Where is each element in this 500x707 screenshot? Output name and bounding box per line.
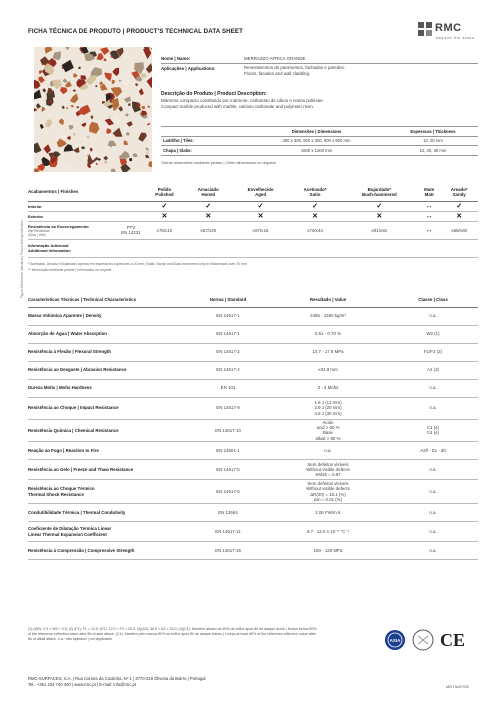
terrazzo-chip bbox=[112, 114, 119, 123]
terrazzo-chip bbox=[45, 47, 53, 54]
table-row: Resistência ao Desgaste | Abrasion Resistance EN 14617-4 ≤34.8 mm A2 (3) bbox=[28, 361, 478, 379]
terrazzo-chip bbox=[78, 105, 91, 115]
terrazzo-chip bbox=[73, 89, 76, 91]
table-row: Absorção de Água | Water Absorption EN 14617-1 0.51 - 0.70 % W2 (1) bbox=[28, 325, 478, 343]
table-row: Resistência Química | Chemical Resistance EN 14617-10 Ácido acid > 60 % Base alkali > 80 % C1 (4) C4 (4) bbox=[28, 419, 478, 442]
table-row: Massa Volúmica Aparente | Density EN 14617-1 2455 - 2490 kg/m³ n.a. bbox=[28, 307, 478, 325]
terrazzo-chip bbox=[112, 80, 115, 84]
terrazzo-chip bbox=[139, 88, 144, 95]
table-row: Informação Adicional Additional Information bbox=[28, 239, 478, 257]
ce-mark-icon: CE bbox=[440, 630, 466, 650]
terrazzo-chip bbox=[42, 106, 46, 111]
terrazzo-chip bbox=[53, 51, 61, 60]
terrazzo-chip bbox=[148, 161, 152, 167]
terrazzo-chip bbox=[43, 144, 51, 153]
name-label: Nome | Name: bbox=[161, 56, 191, 61]
terrazzo-chip bbox=[132, 153, 137, 157]
terrazzo-chip bbox=[70, 105, 74, 108]
terrazzo-chip bbox=[73, 147, 80, 153]
terrazzo-chip bbox=[97, 53, 104, 60]
terrazzo-chip bbox=[50, 167, 53, 170]
terrazzo-chip bbox=[61, 133, 67, 139]
terrazzo-chip bbox=[34, 108, 38, 112]
terrazzo-chip bbox=[78, 67, 80, 70]
logo-tagline: beyond the stone bbox=[436, 36, 475, 40]
terrazzo-chip bbox=[59, 118, 64, 125]
photo-caption: Figura Meramente Indicativa | Picture Merely Indicative bbox=[20, 220, 24, 298]
applications-line-1: Revestimentos de pavimentos, fachadas e paredes. bbox=[244, 65, 346, 70]
terrazzo-chip bbox=[40, 124, 44, 129]
footnote: (1) (W2): 2.0 > W2 > 0.5; (2) (F1): F1 > 12.0; (F2): 12.0 > F2 > 25.0; (3)(A2): 36.5 > A2 > 33.0; (4)(C1): Mantém abaixo de 60% de brilho após 8h de ataque ácido | Keeps below 60% of the reference reflection value after 8h of acid attack. (C4): Mantém pelo menos 80% do brilho após 8h de ataque básico | Keeps at least 80% of the reference reflection value after 8h of alkali attack. n.a.: não aplicável | not applicable bbox=[28, 627, 317, 641]
finishes-note-2: ** Informação mediante pedido | Information on request bbox=[28, 268, 112, 272]
terrazzo-chip bbox=[42, 88, 46, 93]
terrazzo-chip bbox=[135, 83, 138, 86]
terrazzo-chip bbox=[66, 107, 68, 109]
terrazzo-chip bbox=[81, 123, 86, 128]
rmc-logo bbox=[418, 20, 478, 46]
terrazzo-chip bbox=[113, 128, 123, 137]
terrazzo-chip bbox=[104, 161, 107, 165]
terrazzo-chip bbox=[69, 125, 74, 130]
terrazzo-chip bbox=[109, 116, 111, 118]
terrazzo-chip bbox=[104, 73, 112, 82]
dimensions-table: Dimensões | Dimensions Espessura | Thickness Ladrilho | Tiles: 300 x 300, 600 x 300, 600 x 600 mm 12, 20 mm Chapa | Slabs: 1600 x 1200 mm 12, 20, 30 mm bbox=[161, 126, 478, 156]
finishes-table: Acabamentos | Finishes Polido Polished Amaciado Honed Envelhecido Aged Acetinado* Satin Bujardado* Bush-hammered Mate Matt Areado* Sandy Interior ✓ ✓ ✓ ✓ ✓ ↔ ✓ Exterior ✕ ✕ ✕ ✕ ✕ ↔ ✕ Resistência ao Escorregamento Slip Resistance (Seco | Wet) PTV EN 14231 ≤75/≤10 ≤67/≥20 ≤67/≥15 ≤70/≤44 ≤91/≥81 ↔ ≤68/≤60 Informação Adicional Additional Information bbox=[28, 183, 478, 258]
terrazzo-chip bbox=[81, 75, 87, 79]
terrazzo-chip bbox=[95, 85, 97, 87]
table-row: Reação ao Fogo | Reaction to Fire EN 13501-1 n.a. A2fl - S1 - d0 bbox=[28, 442, 478, 460]
terrazzo-chip bbox=[34, 143, 42, 154]
table-row: Chapa | Slabs: 1600 x 1200 mm 12, 20, 30 mm bbox=[161, 146, 478, 156]
terrazzo-chip bbox=[146, 63, 152, 73]
terrazzo-chip bbox=[146, 151, 149, 154]
table-row: Ladrilho | Tiles: 300 x 300, 600 x 300, 600 x 600 mm 12, 20 mm bbox=[161, 136, 478, 146]
terrazzo-chip bbox=[128, 103, 131, 106]
logo-mark-icon bbox=[418, 22, 432, 36]
svg-text:ASIA: ASIA bbox=[389, 637, 401, 643]
table-row: Exterior ✕ ✕ ✕ ✕ ✕ ↔ ✕ bbox=[28, 211, 478, 221]
terrazzo-chip bbox=[45, 119, 52, 127]
terrazzo-chip bbox=[70, 93, 79, 103]
terrazzo-chip bbox=[124, 140, 128, 145]
terrazzo-chip bbox=[151, 48, 152, 50]
dimensions-note: Outras dimensões mediante pedido | Other dimensions on request. bbox=[161, 160, 277, 165]
table-row: Resistência à Flexão | Flexural Strength EN 14617-2 10.7 - 17.8 MPa F1/F2 (2) bbox=[28, 343, 478, 361]
terrazzo-chip bbox=[76, 106, 79, 108]
terrazzo-chip bbox=[124, 96, 131, 102]
document-title: FICHA TÉCNICA DE PRODUTO | PRODUCT'S TECHNICAL DATA SHEET bbox=[28, 28, 244, 35]
table-row: Resistência ao Choque | Impact Resistance EN 14617-9 1.6 J (12 mm) 2.9 J (20 mm) 4.6 J (30 mm) n.a. bbox=[28, 397, 478, 419]
table-row: Resistência ao Choque Térmico Thermal Shock Resistance EN 14617-6 Sem defeitos visíveis Without visible defects ΔR(20) = 18.1 (%) Δm = 0.01 (%) n.a. bbox=[28, 480, 478, 504]
table-row: Dureza Mohs | Mohs Hardness EN 101 3 - 4 Mohs n.a. bbox=[28, 379, 478, 397]
applications-line-2: Floors, facades and wall cladding. bbox=[244, 71, 311, 76]
technical-table: Características Técnicas | Technical Characteristics Norma | Standard Resultado | Value Classe | Class Massa Volúmica Aparente | Density EN 14617-1 2455 - 2490 kg/m³ n.a. Absorção de Água | Water Absorption EN 14617-1 0.51 - 0.70 % W2 (1) Resistência à Flexão | Flexural Strength EN 14617-2 10.7 - 17.8 MPa F1/F2 (2) Resistência ao Desgaste | Abrasion Resistance EN 14617-4 ≤34.8 mm A2 (3) Dureza Mohs | Mohs Hardness EN 101 3 - 4 Mohs n.a. Resistência ao Choque | Impact Resistance EN 14617-9 1.6 J (12 mm) 2.9 J (20 mm) 4.6 J (30 mm) n.a. Resistência Química | Chemical Resistance EN 14617-10 Ácido acid > 60 % Base alkali > 80 % C1 (4) C4 (4) Reação ao Fogo | Reaction to Fire EN 13501-1 n.a. A2fl - S1 - d0 Resistência ao Gelo | Freeze and Thaw Resistance EN 14617-5 Sem defeitos visíveis Without visible defects KM25 = 0.87 n.a. Resistência ao Choque Térmico Thermal Shock Resistance EN 14617-6 Sem defeitos visíveis Without visible defects ΔR(20) = 18.1 (%) Δm = 0.01 (%) n.a. Condutibilidade Térmica | Thermal Condutivity EN 12664 2.06 FW/m.K n.a. Coeficiente de Dilatação Térmica Linear Linear Thermal Expansion Coefficient EN 14617-11 9.7 · 12.0 x 10⁻⁶ °C⁻¹ n.a. Resistência à Compressão | Compressive Strength EN 14617-15 100 - 120 MPa n.a. bbox=[28, 293, 478, 560]
description-text: Mármore compacto constituído por mármore, carbonato de cálcio e resina poliéster. Compact marble produced with marble, calcium carbonate and polyester resin. bbox=[161, 98, 324, 109]
terrazzo-chip bbox=[106, 128, 111, 134]
table-row: Resistência à Compressão | Compressive Strength EN 14617-15 100 - 120 MPa n.a. bbox=[28, 542, 478, 560]
table-row: Resistência ao Gelo | Freeze and Thaw Resistance EN 14617-5 Sem defeitos visíveis Without visible defects KM25 = 0.87 n.a. bbox=[28, 460, 478, 480]
description-heading: Descrição do Produto | Product Description: bbox=[161, 91, 267, 97]
terrazzo-chip bbox=[138, 133, 147, 142]
terrazzo-chip bbox=[147, 105, 150, 108]
terrazzo-chip bbox=[73, 133, 76, 136]
table-row: Resistência ao Escorregamento Slip Resistance (Seco | Wet) PTV EN 14231 ≤75/≤10 ≤67/≥20 ≤67/≥15 ≤70/≤44 ≤91/≥81 ↔ ≤68/≤60 bbox=[28, 221, 478, 239]
terrazzo-chip bbox=[62, 60, 74, 73]
terrazzo-chip bbox=[119, 80, 122, 82]
terrazzo-chip bbox=[145, 155, 150, 159]
asia-cert-icon bbox=[384, 629, 406, 651]
terrazzo-chip bbox=[62, 106, 65, 110]
ce-cert-icon bbox=[412, 629, 434, 651]
finishes-note-1: * Acetinado, Areado e Bujardado apenas em espessuras superiores a 20 mm | Satin, Sandy and Bush-hammered only in thicknesses over 20 mm bbox=[28, 262, 247, 266]
name-value: MERRAZZO AFRICA GRANDE bbox=[244, 56, 306, 61]
terrazzo-chip bbox=[132, 102, 141, 113]
terrazzo-chip bbox=[62, 165, 70, 171]
terrazzo-chip bbox=[141, 74, 146, 78]
terrazzo-chip bbox=[73, 73, 78, 77]
terrazzo-chip bbox=[90, 148, 93, 152]
terrazzo-chip bbox=[39, 70, 42, 74]
terrazzo-chip bbox=[60, 87, 67, 94]
terrazzo-chip bbox=[143, 47, 151, 59]
terrazzo-chip bbox=[112, 146, 117, 151]
terrazzo-chip bbox=[65, 47, 70, 50]
terrazzo-chip bbox=[126, 132, 130, 135]
document-code: MD73v07/05 bbox=[446, 684, 469, 689]
terrazzo-chip bbox=[103, 156, 108, 161]
terrazzo-chip bbox=[67, 136, 71, 140]
terrazzo-chip bbox=[34, 89, 42, 99]
logo-name: RMC bbox=[435, 22, 462, 34]
terrazzo-chip bbox=[145, 148, 149, 151]
table-row: Condutibilidade Térmica | Thermal Condutivity EN 12664 2.06 FW/m.K n.a. bbox=[28, 504, 478, 522]
product-photo bbox=[34, 47, 152, 172]
terrazzo-chip bbox=[86, 75, 97, 85]
terrazzo-chip bbox=[64, 144, 74, 151]
terrazzo-chip bbox=[129, 158, 132, 161]
terrazzo-chip bbox=[112, 68, 119, 76]
terrazzo-chip bbox=[57, 139, 67, 148]
table-row: Interior ✓ ✓ ✓ ✓ ✓ ↔ ✓ bbox=[28, 201, 478, 211]
terrazzo-chip bbox=[119, 151, 130, 159]
applications-label: Aplicações | Applications: bbox=[161, 66, 216, 71]
terrazzo-chip bbox=[141, 106, 145, 109]
terrazzo-chip bbox=[96, 163, 98, 165]
terrazzo-chip bbox=[122, 78, 130, 86]
terrazzo-chip bbox=[127, 121, 133, 127]
terrazzo-chip bbox=[125, 114, 129, 117]
terrazzo-chip bbox=[118, 106, 123, 111]
terrazzo-chip bbox=[63, 79, 68, 83]
terrazzo-chip bbox=[53, 80, 63, 90]
company-address: RMC-SURFACES, S.A. | Rua Coreira da Coutinha, Nº 1 | 3770-218 Oliveira do Bairro | Portugal Tel.: +351 234 740 400 | www.rmc.pt | E-mail: info@rmc.pt bbox=[28, 676, 206, 687]
terrazzo-chip bbox=[125, 53, 127, 56]
terrazzo-chip bbox=[111, 169, 116, 172]
terrazzo-chip bbox=[90, 115, 93, 119]
table-row: Coeficiente de Dilatação Térmica Linear Linear Thermal Expansion Coefficient EN 14617-11 9.7 · 12.0 x 10⁻⁶ °C⁻¹ n.a. bbox=[28, 522, 478, 542]
terrazzo-chip bbox=[34, 80, 41, 89]
